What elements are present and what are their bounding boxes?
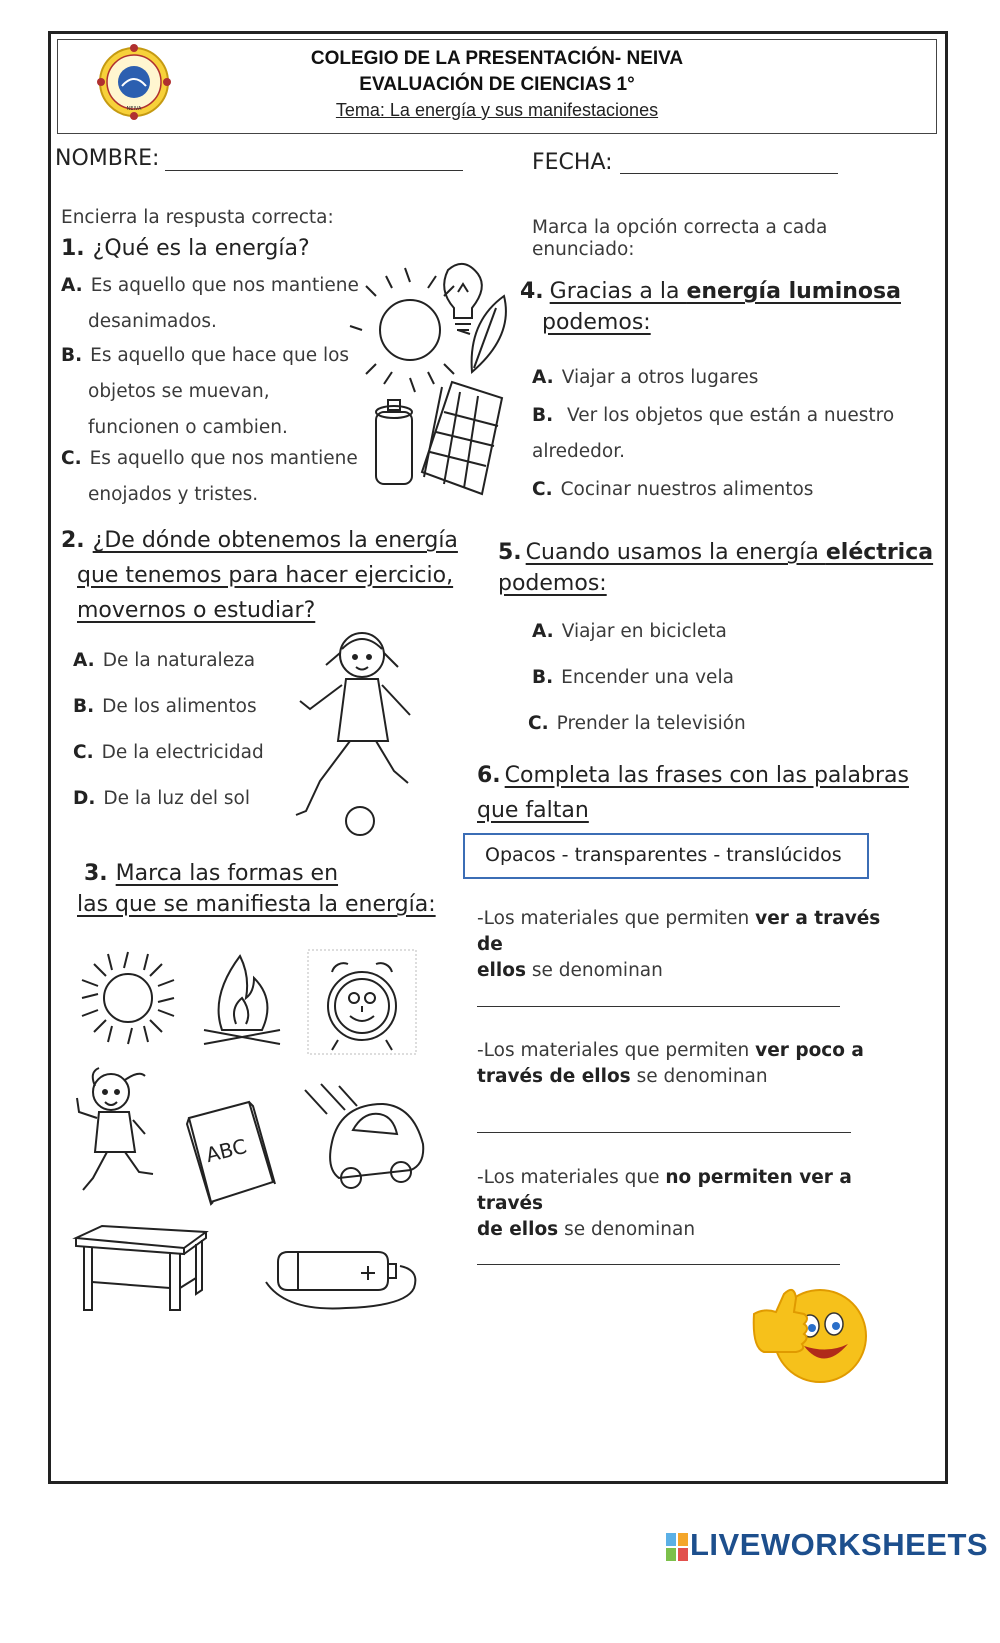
- solar-panel-icon: [422, 382, 502, 494]
- name-field[interactable]: [165, 170, 463, 171]
- q6-sentence-1: -Los materiales que permiten ver a través de ellos se denominan: [477, 908, 881, 981]
- q4-question: 4. Gracias a la energía luminosa podemos:: [520, 279, 901, 335]
- instruction-left: Encierra la respusta correcta:: [61, 207, 334, 228]
- exam-topic: Tema: La energía y sus manifestaciones: [335, 100, 659, 120]
- q6-question: 6. Completa las frases con las palabras que faltan: [477, 763, 909, 823]
- energy-sources-illustration: [362, 262, 512, 502]
- q6-sentence-2: -Los materiales que permiten ver poco a través de ellos se denominan: [477, 1040, 864, 1087]
- q5-question: 5. Cuando usamos la energía eléctrica podemos:: [498, 540, 934, 596]
- table-icon[interactable]: [72, 1222, 208, 1314]
- sun-icon: [350, 268, 470, 392]
- q2-option-a[interactable]: A. De la naturaleza: [73, 650, 256, 671]
- child-running-icon[interactable]: [75, 1066, 155, 1198]
- name-label: NOMBRE:: [55, 146, 160, 171]
- q5-option-c[interactable]: C. Prender la televisión: [528, 713, 746, 734]
- q5-option-b[interactable]: B. Encender una vela: [532, 667, 734, 688]
- word-bank-box: [463, 833, 869, 879]
- q6-answer-2[interactable]: [477, 1132, 851, 1133]
- campfire-icon[interactable]: [200, 952, 285, 1056]
- sun-icon[interactable]: [78, 950, 178, 1050]
- liveworksheets-logo-icon: [666, 1533, 688, 1563]
- liveworksheets-brand[interactable]: LIVEWORKSHEETS: [690, 1527, 989, 1562]
- q2-option-c[interactable]: C. De la electricidad: [73, 742, 264, 763]
- school-name: COLEGIO DE LA PRESENTACIÓN- NEIVA: [310, 48, 684, 69]
- thumbs-up-emoji-icon: [748, 1270, 872, 1388]
- school-seal-icon: [97, 44, 171, 120]
- worksheet-header: [57, 39, 937, 134]
- q6-answer-1[interactable]: [477, 1006, 840, 1007]
- q1-option-b[interactable]: B. Es aquello que hace que los objetos se muevan, funcionen o cambien.: [61, 345, 350, 438]
- word-bank-text: Opacos - transparentes - translúcidos: [485, 844, 842, 866]
- q2-option-b[interactable]: B. De los alimentos: [73, 696, 257, 717]
- battery-cell-icon: [376, 400, 412, 484]
- q1-option-c[interactable]: C. Es aquello que nos mantiene enojados y tristes.: [61, 448, 358, 505]
- date-field[interactable]: [620, 173, 838, 174]
- lightbulb-icon: [444, 264, 482, 330]
- q4-option-a[interactable]: A. Viajar a otros lugares: [532, 367, 759, 388]
- book-label: ABC: [203, 1133, 250, 1168]
- q4-option-b[interactable]: B. Ver los objetos que están a nuestro alrededor.: [532, 405, 895, 462]
- q1-question: 1. ¿Qué es la energía?: [61, 236, 310, 261]
- book-abc-icon[interactable]: [185, 1100, 277, 1204]
- q6-sentence-3: -Los materiales que no permiten ver a través de ellos se denominan: [477, 1167, 852, 1240]
- seal-text: NEIVA: [126, 106, 142, 112]
- battery-icon[interactable]: [258, 1238, 418, 1312]
- leaf-icon: [472, 296, 506, 372]
- q2-question: 2. ¿De dónde obtenemos la energía que tenemos para hacer ejercicio, movernos o estudiar?: [61, 528, 458, 623]
- girl-playing-ball-illustration: [290, 625, 420, 840]
- q2-option-d[interactable]: D. De la luz del sol: [73, 788, 250, 809]
- instruction-right: Marca la opción correcta a cada enunciado:: [532, 217, 828, 260]
- date-label: FECHA:: [532, 150, 613, 175]
- q5-option-a[interactable]: A. Viajar en bicicleta: [532, 621, 727, 642]
- q6-answer-3[interactable]: [477, 1264, 840, 1265]
- alarm-clock-icon[interactable]: [308, 950, 418, 1056]
- q1-option-a[interactable]: A. Es aquello que nos mantiene desanimados.: [61, 275, 359, 332]
- q4-option-c[interactable]: C. Cocinar nuestros alimentos: [532, 479, 814, 500]
- moving-car-icon[interactable]: [303, 1082, 429, 1198]
- exam-title: EVALUACIÓN DE CIENCIAS 1°: [359, 74, 635, 95]
- q3-question: 3. Marca las formas en las que se manifiesta la energía:: [77, 861, 436, 917]
